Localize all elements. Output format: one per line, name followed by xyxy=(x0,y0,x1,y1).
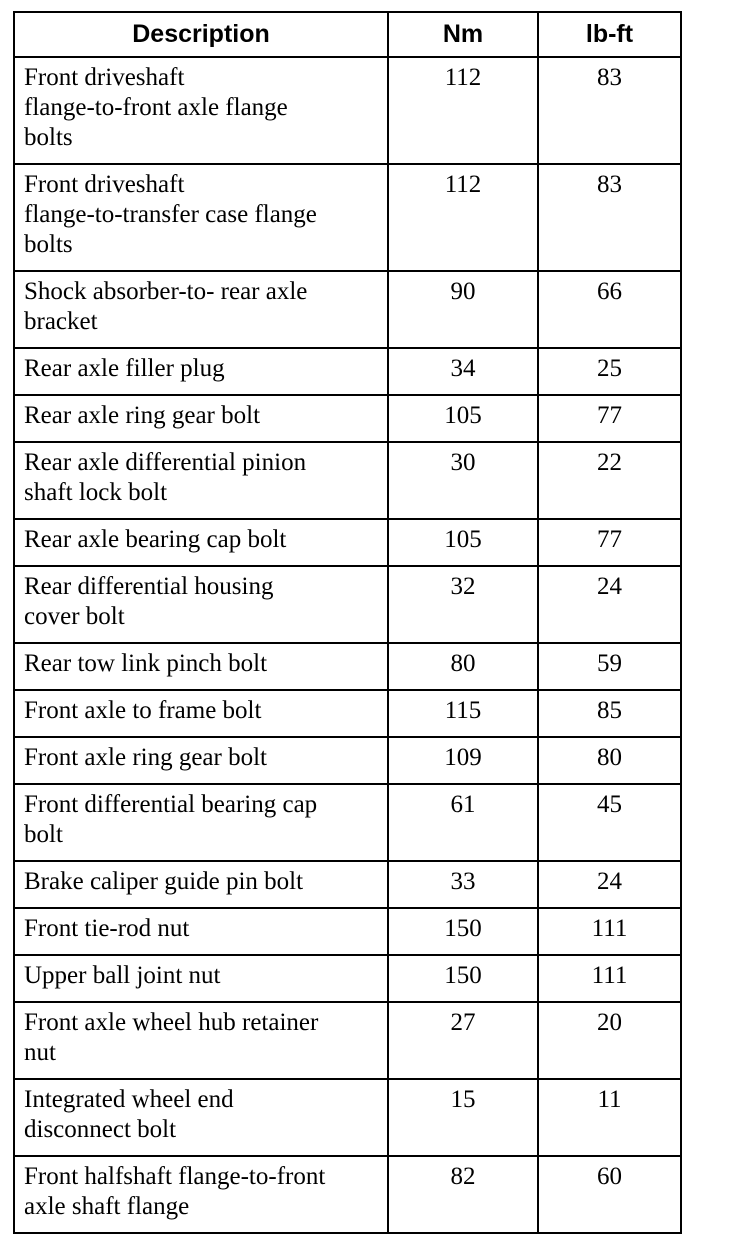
table-row xyxy=(14,566,681,643)
cell-nm: 80 xyxy=(388,643,538,690)
cell-nm: 27 xyxy=(388,1002,538,1079)
cell-nm: 150 xyxy=(388,955,538,1002)
cell-lbft: 77 xyxy=(538,519,681,566)
cell-lbft: 20 xyxy=(538,1002,681,1079)
cell-description: Front driveshaft flange-to-transfer case flange bolts xyxy=(14,164,388,271)
table-header-row xyxy=(14,12,681,57)
cell-lbft: 83 xyxy=(538,164,681,271)
table-row xyxy=(14,690,681,737)
table-row xyxy=(14,1079,681,1156)
table-row xyxy=(14,395,681,442)
cell-description: Rear axle ring gear bolt xyxy=(14,395,388,442)
table-row xyxy=(14,955,681,1002)
cell-nm: 112 xyxy=(388,57,538,164)
table-row xyxy=(14,737,681,784)
table-row xyxy=(14,271,681,348)
table-row xyxy=(14,784,681,861)
cell-nm: 30 xyxy=(388,442,538,519)
cell-lbft: 77 xyxy=(538,395,681,442)
cell-nm: 150 xyxy=(388,908,538,955)
table-row xyxy=(14,643,681,690)
cell-nm: 82 xyxy=(388,1156,538,1233)
table-row xyxy=(14,57,681,164)
cell-lbft: 59 xyxy=(538,643,681,690)
cell-description: Rear tow link pinch bolt xyxy=(14,643,388,690)
table-row xyxy=(14,1156,681,1233)
header-description: Description xyxy=(14,12,388,57)
cell-nm: 15 xyxy=(388,1079,538,1156)
cell-lbft: 45 xyxy=(538,784,681,861)
table-row xyxy=(14,519,681,566)
table-row xyxy=(14,861,681,908)
cell-description: Front tie-rod nut xyxy=(14,908,388,955)
cell-description: Shock absorber-to- rear axle bracket xyxy=(14,271,388,348)
cell-description: Front axle to frame bolt xyxy=(14,690,388,737)
cell-lbft: 80 xyxy=(538,737,681,784)
header-nm: Nm xyxy=(388,12,538,57)
cell-description: Rear axle bearing cap bolt xyxy=(14,519,388,566)
cell-lbft: 60 xyxy=(538,1156,681,1233)
cell-description: Upper ball joint nut xyxy=(14,955,388,1002)
cell-lbft: 66 xyxy=(538,271,681,348)
table-row xyxy=(14,442,681,519)
cell-nm: 32 xyxy=(388,566,538,643)
table-row xyxy=(14,1002,681,1079)
cell-nm: 90 xyxy=(388,271,538,348)
cell-description: Front axle wheel hub retainer nut xyxy=(14,1002,388,1079)
cell-description: Front halfshaft flange-to-front axle shaft flange xyxy=(14,1156,388,1233)
table-row xyxy=(14,164,681,271)
cell-lbft: 111 xyxy=(538,908,681,955)
cell-nm: 61 xyxy=(388,784,538,861)
cell-lbft: 24 xyxy=(538,861,681,908)
cell-nm: 33 xyxy=(388,861,538,908)
cell-description: Integrated wheel end disconnect bolt xyxy=(14,1079,388,1156)
cell-nm: 109 xyxy=(388,737,538,784)
table-row xyxy=(14,908,681,955)
torque-spec-table xyxy=(13,11,682,1234)
cell-description: Brake caliper guide pin bolt xyxy=(14,861,388,908)
cell-nm: 105 xyxy=(388,519,538,566)
cell-nm: 115 xyxy=(388,690,538,737)
cell-description: Front driveshaft flange-to-front axle flange bolts xyxy=(14,57,388,164)
cell-description: Front differential bearing cap bolt xyxy=(14,784,388,861)
cell-lbft: 111 xyxy=(538,955,681,1002)
cell-lbft: 25 xyxy=(538,348,681,395)
cell-lbft: 24 xyxy=(538,566,681,643)
header-lbft: lb-ft xyxy=(538,12,681,57)
cell-nm: 105 xyxy=(388,395,538,442)
cell-description: Rear axle filler plug xyxy=(14,348,388,395)
cell-nm: 112 xyxy=(388,164,538,271)
cell-lbft: 83 xyxy=(538,57,681,164)
cell-description: Rear axle differential pinion shaft lock bolt xyxy=(14,442,388,519)
cell-lbft: 22 xyxy=(538,442,681,519)
cell-lbft: 85 xyxy=(538,690,681,737)
table-row xyxy=(14,348,681,395)
cell-description: Front axle ring gear bolt xyxy=(14,737,388,784)
cell-nm: 34 xyxy=(388,348,538,395)
cell-description: Rear differential housing cover bolt xyxy=(14,566,388,643)
table-body xyxy=(14,57,681,1233)
cell-lbft: 11 xyxy=(538,1079,681,1156)
